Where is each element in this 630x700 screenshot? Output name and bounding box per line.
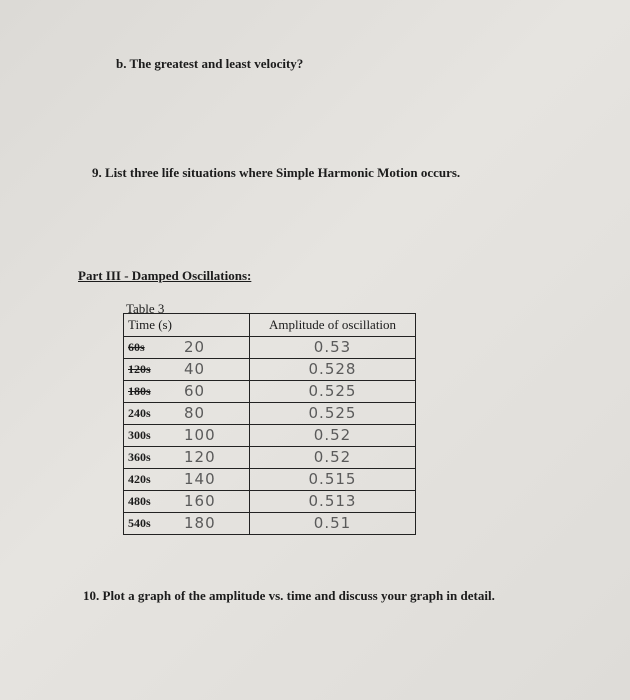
printed-time: 240s [128,406,151,420]
part-iii-heading: Part III - Damped Oscillations: [78,268,252,283]
handwritten-amplitude: 0.52 [313,448,352,466]
handwritten-time: 140 [184,470,216,488]
handwritten-time: 180 [184,514,216,532]
printed-time: 180s [128,384,151,398]
table-row [124,359,416,381]
table-row [124,513,416,535]
handwritten-time: 40 [184,360,206,378]
handwritten-amplitude: 0.528 [308,360,357,378]
amplitude-cell [250,513,416,535]
handwritten-amplitude: 0.525 [308,382,357,400]
time-cell [124,491,250,513]
handwritten-time: 100 [184,426,216,444]
amplitude-cell [250,403,416,425]
printed-time: 420s [128,472,151,486]
handwritten-amplitude: 0.52 [313,426,352,444]
damped-oscillation-table [123,313,416,535]
handwritten-amplitude: 0.515 [308,470,357,488]
table-row [124,337,416,359]
question-9: 9. List three life situations where Simple Harmonic Motion occurs. [92,165,461,180]
time-cell [124,447,250,469]
time-cell [124,513,250,535]
amplitude-cell [250,469,416,491]
printed-time: 60s [128,340,145,354]
time-cell [124,337,250,359]
amplitude-header: Amplitude of oscillation [250,314,416,337]
handwritten-time: 160 [184,492,216,510]
handwritten-amplitude: 0.53 [313,338,352,356]
table-header-row [124,314,416,337]
time-cell [124,381,250,403]
printed-time: 480s [128,494,151,508]
printed-time: 300s [128,428,151,442]
handwritten-amplitude: 0.513 [308,492,357,510]
handwritten-time: 80 [184,404,206,422]
handwritten-amplitude: 0.51 [313,514,352,532]
question-b: b. The greatest and least velocity? [116,56,304,71]
time-cell [124,403,250,425]
table-row [124,381,416,403]
amplitude-cell [250,337,416,359]
printed-time: 120s [128,362,151,376]
amplitude-cell [250,447,416,469]
table-row [124,403,416,425]
question-10: 10. Plot a graph of the amplitude vs. time and discuss your graph in detail. [83,588,495,603]
time-header: Time (s) [124,314,250,337]
table-caption: Table 3 [126,301,165,316]
handwritten-time: 20 [184,338,206,356]
handwritten-amplitude: 0.525 [308,404,357,422]
amplitude-cell [250,359,416,381]
handwritten-time: 60 [184,382,206,400]
time-cell [124,425,250,447]
printed-time: 360s [128,450,151,464]
time-cell [124,359,250,381]
amplitude-cell [250,491,416,513]
table-row [124,425,416,447]
table-row [124,491,416,513]
time-cell [124,469,250,491]
table-row [124,469,416,491]
printed-time: 540s [128,516,151,530]
amplitude-cell [250,381,416,403]
table-row [124,447,416,469]
handwritten-time: 120 [184,448,216,466]
amplitude-cell [250,425,416,447]
